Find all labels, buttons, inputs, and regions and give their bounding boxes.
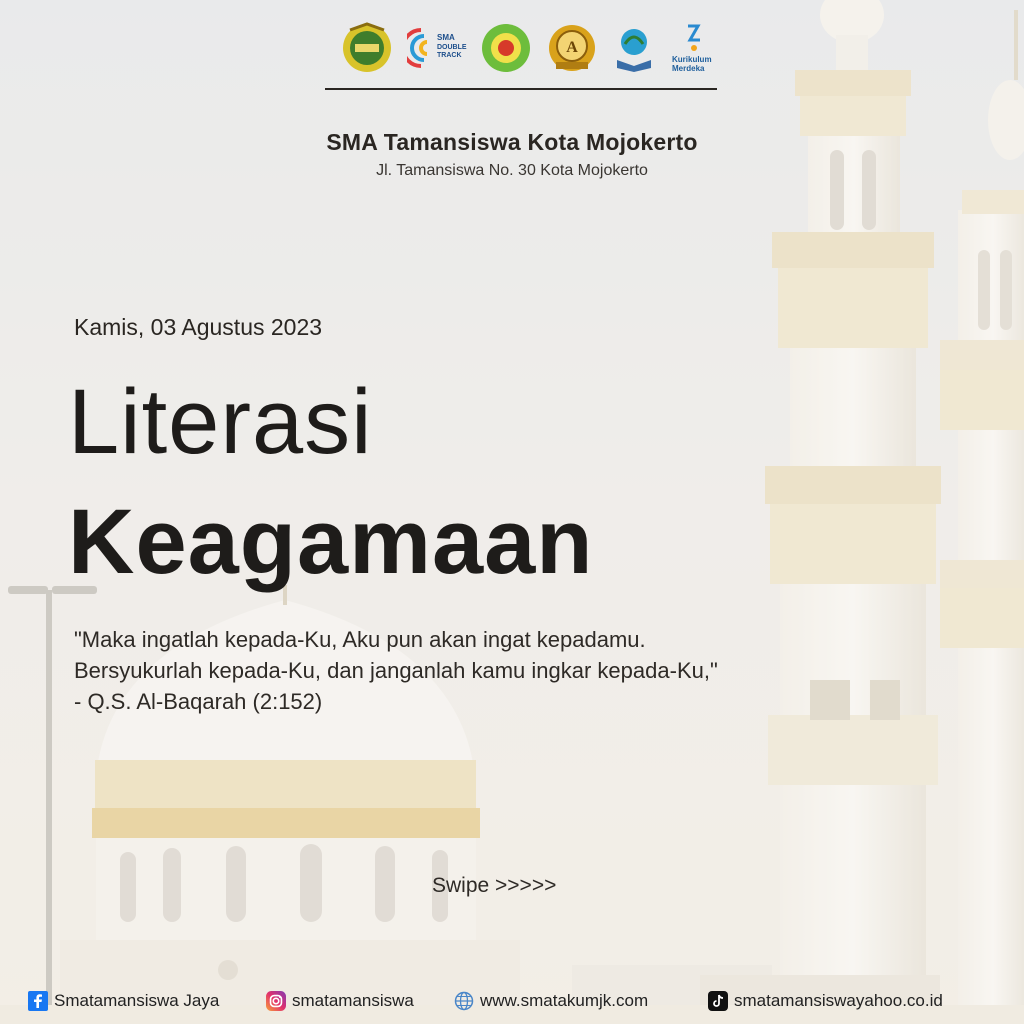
sma-double-track-logo (407, 22, 467, 74)
svg-text:Kurikulum: Kurikulum (671, 55, 712, 64)
sma-tamansiswa-badge-icon (480, 22, 532, 74)
school-address: Jl. Tamansiswa No. 30 Kota Mojokerto (376, 162, 648, 179)
facebook-label: Smatamansiswa Jaya (54, 991, 220, 1010)
title-line-1: Literasi (68, 371, 373, 473)
kurikulum-merdeka-logo (670, 22, 720, 74)
tiktok-icon (708, 991, 728, 1011)
post-date: Kamis, 03 Agustus 2023 (74, 314, 323, 340)
partner-logos (340, 18, 720, 78)
quran-quote (74, 624, 934, 717)
social-footer (0, 986, 1024, 1016)
tamansiswa-emblem-icon (340, 22, 394, 74)
svg-text:DOUBLE: DOUBLE (437, 44, 467, 51)
svg-text:SMA: SMA (437, 33, 455, 42)
svg-text:Merdeka: Merdeka (671, 64, 705, 73)
svg-text:A: A (565, 39, 578, 56)
website-link[interactable] (454, 986, 648, 1016)
school-name: SMA Tamansiswa Kota Mojokerto (326, 129, 698, 155)
website-label: www.smatakumjk.com (480, 991, 649, 1010)
swipe-hint[interactable]: Swipe >>>>> (432, 874, 557, 897)
facebook-link[interactable] (28, 986, 219, 1016)
quote-line-1: "Maka ingatlah kepada-Ku, Aku pun akan ingat kepadamu. (74, 627, 646, 652)
title-line-2: Keagamaan (68, 491, 594, 593)
tiktok-link[interactable] (708, 986, 943, 1016)
globe-icon (454, 991, 474, 1011)
facebook-icon (28, 991, 48, 1011)
svg-text:TRACK: TRACK (437, 52, 462, 59)
quote-line-2: Bersyukurlah kepada-Ku, dan janganlah kamu ingkar kepada-Ku," (74, 658, 718, 683)
instagram-link[interactable] (266, 986, 414, 1016)
adiwiyata-logo (611, 22, 657, 74)
tiktok-label: smatamansiswayahoo.co.id (734, 991, 943, 1010)
quote-source: - Q.S. Al-Baqarah (2:152) (74, 689, 323, 714)
header-divider (325, 88, 717, 90)
accreditation-a-badge-icon (546, 22, 598, 74)
instagram-icon (266, 991, 286, 1011)
instagram-label: smatamansiswa (292, 991, 414, 1010)
